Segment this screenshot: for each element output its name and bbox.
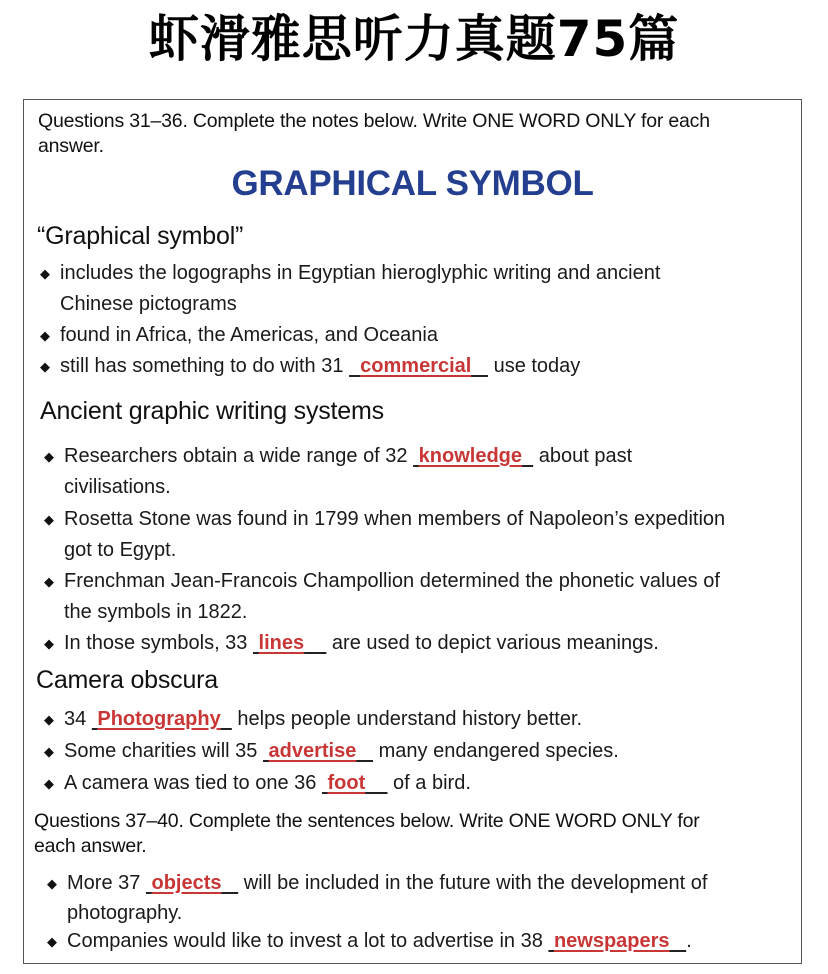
answer-32: knowledge: [418, 445, 523, 467]
answer-36: foot: [327, 772, 366, 794]
instructions-line-1: Questions 37–40. Complete the sentences below. Write ONE WORD ONLY for: [34, 810, 700, 832]
section-heading-camera-obscura: Camera obscura: [36, 666, 219, 694]
diamond-bullet-icon: ◆: [44, 574, 54, 589]
instructions-line-1: Questions 31–36. Complete the notes below. Write ONE WORD ONLY for each: [38, 110, 710, 132]
answer-blank-37: [146, 868, 238, 899]
instructions-37-40: [34, 809, 700, 859]
answer-blank-38: [548, 926, 686, 957]
diamond-bullet-icon: ◆: [40, 359, 50, 374]
diamond-bullet-icon: ◆: [44, 712, 54, 727]
section-banner: GRAPHICAL SYMBOL: [231, 164, 594, 203]
diamond-bullet-icon: ◆: [47, 876, 57, 891]
answer-37: objects: [151, 872, 222, 894]
instructions-line-2: each answer.: [34, 835, 147, 857]
diamond-bullet-icon: ◆: [40, 266, 50, 281]
answer-31: commercial: [360, 355, 472, 377]
page-title: 虾滑雅思听力真题75篇: [148, 10, 680, 68]
answer-blank-32: [413, 441, 533, 472]
diamond-bullet-icon: ◆: [44, 776, 54, 791]
answer-35: advertise: [268, 740, 357, 762]
answer-blank-31: [349, 351, 488, 382]
answer-blank-34: [92, 704, 232, 735]
answer-blank-33: [253, 628, 326, 659]
diamond-bullet-icon: ◆: [44, 512, 54, 527]
diamond-bullet-icon: ◆: [44, 449, 54, 464]
answer-33: lines: [258, 632, 305, 654]
instructions-line-2: answer.: [38, 135, 104, 157]
diamond-bullet-icon: ◆: [47, 934, 57, 949]
instructions-31-36: [38, 109, 710, 159]
answer-34: Photography: [97, 708, 221, 730]
answer-blank-35: [263, 736, 373, 767]
diamond-bullet-icon: ◆: [40, 328, 50, 343]
section-heading-ancient-writing: Ancient graphic writing systems: [40, 397, 384, 425]
diamond-bullet-icon: ◆: [44, 744, 54, 759]
answer-blank-36: [322, 768, 388, 799]
question-sheet: Questions 31–36. Complete the notes below. Write ONE WORD ONLY for each answer. GRAPHICAL SYMBOL “Graphical symbol” ◆ includes the logographs in Egyptian hieroglyphic writing and ancient Chinese pictograms ◆ found in Africa, the Americas, and Oceania ◆ still has something to do with 31 commercial use today Ancient graphic writing systems ◆ Researchers obtain a wide range of 32 knowledge about past civilisations. ◆ Rosetta Stone was found in 1799 when members of Napoleon’s expedition got to Egypt. ◆ Frenchman Jean-Francois Champollion determined the phonetic values of the symbols in 1822. ◆ In those symbols, 33 lines are used to depict various meanings. Camera obscura ◆ 34 Photography helps people understand history better. ◆ Some charities will 35 advertise many endangered species. ◆ A camera was tied to one 36 foot of a bird. Questions 37–40. Complete the sentences below. Write ONE WORD ONLY for each answer. ◆ More 37 objects will be included in the future with the development of photography. ◆ Companies would like to invest a lot to advertise in 38 newspapers .: [23, 99, 802, 964]
diamond-bullet-icon: ◆: [44, 636, 54, 651]
section-heading-graphical-symbol: “Graphical symbol”: [37, 222, 244, 250]
answer-38: newspapers: [553, 930, 670, 952]
